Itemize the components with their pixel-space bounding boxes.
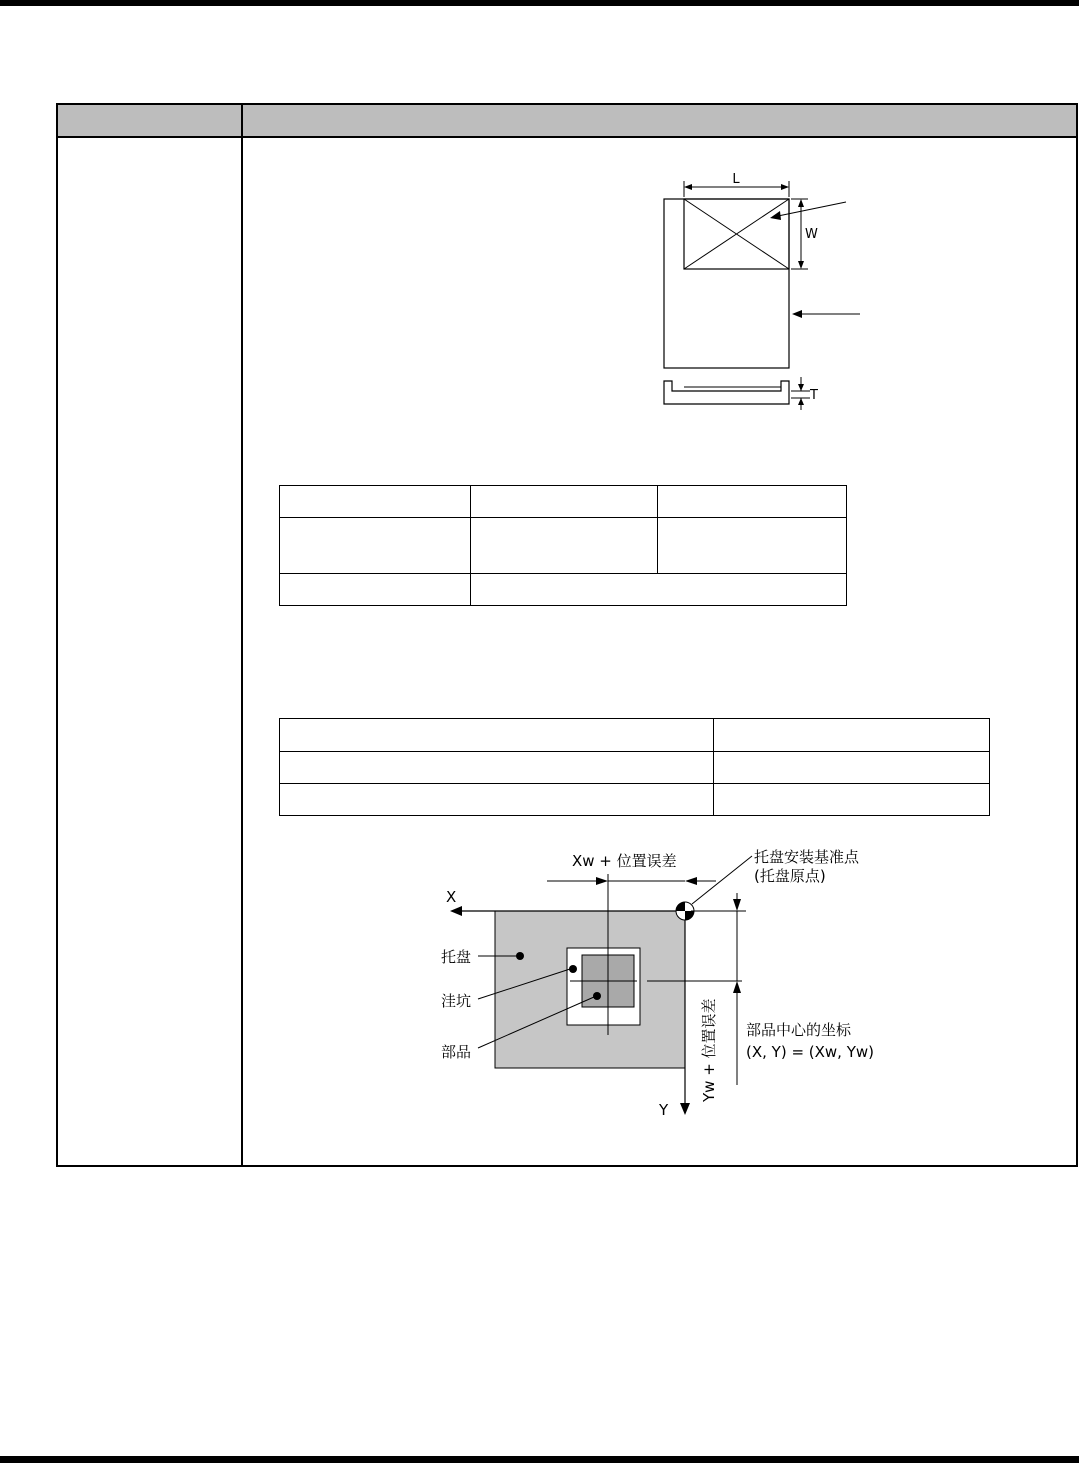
tray-outline [664, 199, 789, 368]
bottom-rule [0, 1456, 1079, 1463]
table-cell [714, 719, 990, 752]
table-cell [280, 752, 714, 784]
spec-table-header [58, 105, 1076, 138]
table-cell [280, 719, 714, 752]
tray-dimension-figure [650, 165, 880, 415]
tray-callout-dot [516, 952, 524, 960]
y-axis-label: Y [659, 1101, 669, 1119]
table-cell [471, 574, 847, 606]
tray-label: 托盘 [441, 948, 472, 966]
tray-position-table [279, 718, 990, 816]
tray-coordinate-figure [420, 838, 900, 1128]
part-center-formula: (X, Y) = (Xw, Yw) [746, 1043, 874, 1061]
table-cell [280, 784, 714, 816]
table-cell [714, 752, 990, 784]
table-cell [714, 784, 990, 816]
top-rule [0, 0, 1079, 6]
part-center-label: 部品中心的坐标 [746, 1021, 852, 1039]
part-callout-dot [593, 992, 601, 1000]
table-cell [658, 518, 847, 574]
thickness-label: T [810, 388, 818, 403]
spec-table-column-divider [241, 105, 243, 1165]
part-label: 部品 [441, 1043, 472, 1061]
table-cell [658, 486, 847, 518]
origin-label-note: (托盘原点) [754, 867, 826, 885]
x-axis-label: X [446, 888, 457, 906]
table-cell [280, 518, 471, 574]
tray-section [664, 381, 789, 404]
tray-spec-table [279, 485, 847, 606]
table-cell [280, 574, 471, 606]
table-cell [471, 518, 658, 574]
y-offset-label: Yw + 位置误差 [700, 998, 718, 1102]
table-cell [280, 486, 471, 518]
origin-label: 托盘安装基准点 [754, 848, 860, 866]
width-label: W [805, 227, 818, 242]
x-offset-label: Xw + 位置误差 [572, 852, 677, 870]
origin-leader [692, 856, 752, 904]
length-label: L [732, 172, 740, 187]
table-cell [471, 486, 658, 518]
pocket-callout-dot [569, 965, 577, 973]
pocket-label: 洼坑 [441, 992, 472, 1010]
